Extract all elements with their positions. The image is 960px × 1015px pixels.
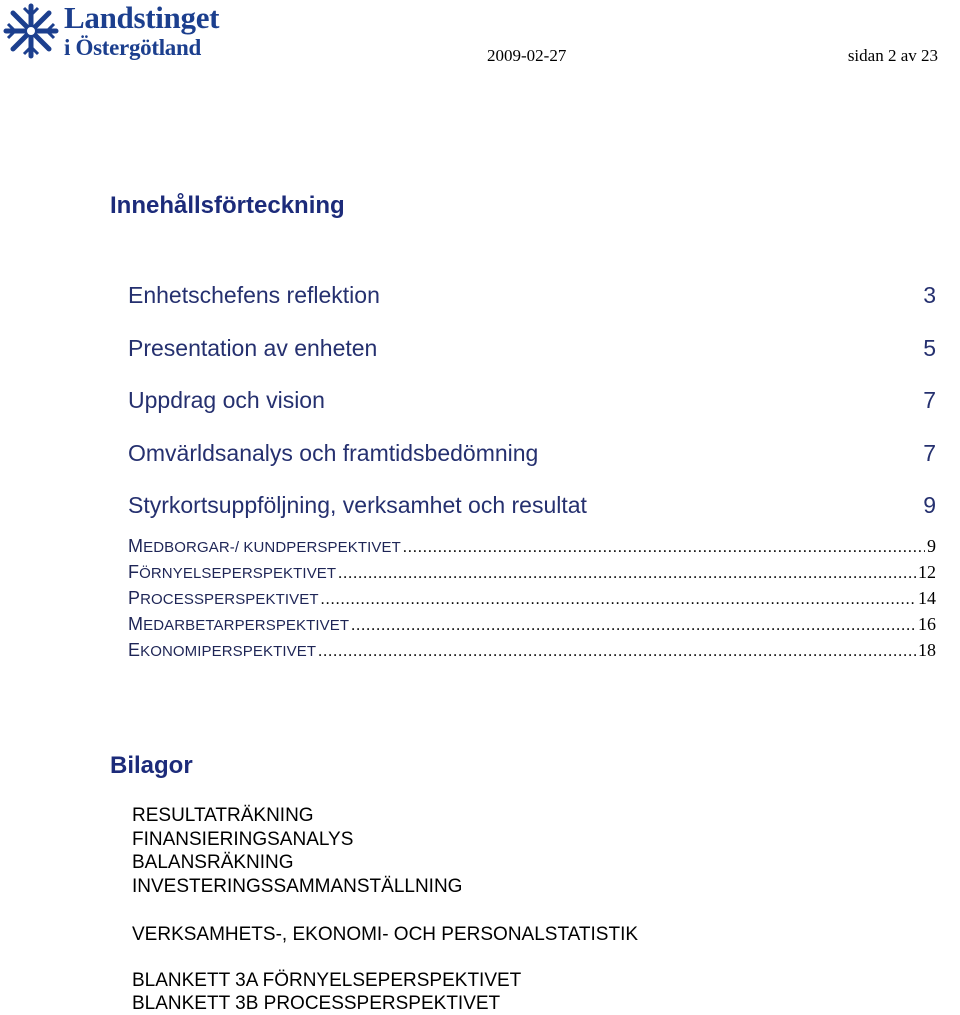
bilagor-title: Bilagor	[110, 752, 193, 779]
toc-entry-page: 7	[923, 387, 936, 413]
toc-subentry-page: 18	[918, 640, 936, 660]
toc-entry-label: Presentation av enheten	[128, 335, 378, 361]
toc-entry-label: Styrkortsuppföljning, verksamhet och resultat	[128, 492, 587, 518]
bilaga-item: BALANSRÄKNING	[132, 852, 294, 873]
bilaga-item: FINANSIERINGSANALYS	[132, 829, 354, 850]
toc-subentry[interactable]	[128, 588, 936, 609]
logo-wordmark-line2: i Östergötland	[64, 35, 201, 60]
landstinget-logo	[0, 0, 250, 70]
toc-subentry-label: MEDBORGAR-/ KUNDPERSPEKTIVET	[128, 536, 401, 556]
toc-subentry[interactable]	[128, 614, 936, 635]
toc-entry-page: 3	[923, 282, 936, 308]
bilaga-item: BLANKETT 3B PROCESSPERSPEKTIVET	[132, 993, 501, 1014]
toc-dot-leader	[338, 565, 916, 583]
header-page-number: sidan 2 av 23	[847, 46, 938, 65]
toc-subentry-label: FÖRNYELSEPERSPEKTIVET	[128, 562, 337, 582]
toc-subentry-page: 9	[927, 536, 936, 556]
toc-subentry-label: PROCESSPERSPEKTIVET	[128, 588, 319, 608]
toc-entry[interactable]	[128, 440, 936, 467]
toc-subentry-page: 16	[918, 614, 936, 634]
toc-entry-label: Uppdrag och vision	[128, 387, 325, 413]
toc-dot-leader	[403, 539, 925, 557]
toc-entry[interactable]	[128, 282, 936, 309]
toc-dot-leader	[351, 617, 916, 635]
bilaga-item: INVESTERINGSSAMMANSTÄLLNING	[132, 876, 463, 897]
header-date: 2009-02-27	[487, 46, 567, 65]
toc-subentry[interactable]	[128, 640, 936, 661]
toc-subentry[interactable]	[128, 562, 936, 583]
toc-subentry-label: MEDARBETARPERSPEKTIVET	[128, 614, 350, 634]
bilaga-item: VERKSAMHETS-, EKONOMI- OCH PERSONALSTATISTIK	[132, 924, 639, 945]
toc-entry[interactable]	[128, 387, 936, 414]
toc-entry-label: Omvärldsanalys och framtidsbedömning	[128, 440, 539, 466]
toc-entry[interactable]	[128, 492, 936, 519]
toc-subentry[interactable]	[128, 536, 936, 557]
toc-subentry-label: EKONOMIPERSPEKTIVET	[128, 640, 317, 660]
toc-entry-page: 7	[923, 440, 936, 466]
snowflake-star-icon	[2, 2, 60, 60]
bilaga-item: RESULTATRÄKNING	[132, 805, 314, 826]
toc-title: Innehållsförteckning	[110, 192, 345, 219]
toc-subentry-page: 14	[918, 588, 936, 608]
toc-subentry-page: 12	[918, 562, 936, 582]
logo-wordmark-line1: Landstinget	[64, 0, 220, 35]
toc-entry-page: 9	[923, 492, 936, 518]
toc-entry-label: Enhetschefens reflektion	[128, 282, 380, 308]
bilaga-item: BLANKETT 3A FÖRNYELSEPERSPEKTIVET	[132, 970, 522, 991]
toc-entry[interactable]	[128, 335, 936, 362]
toc-dot-leader	[318, 643, 916, 661]
toc-dot-leader	[321, 591, 916, 609]
toc-entry-page: 5	[923, 335, 936, 361]
